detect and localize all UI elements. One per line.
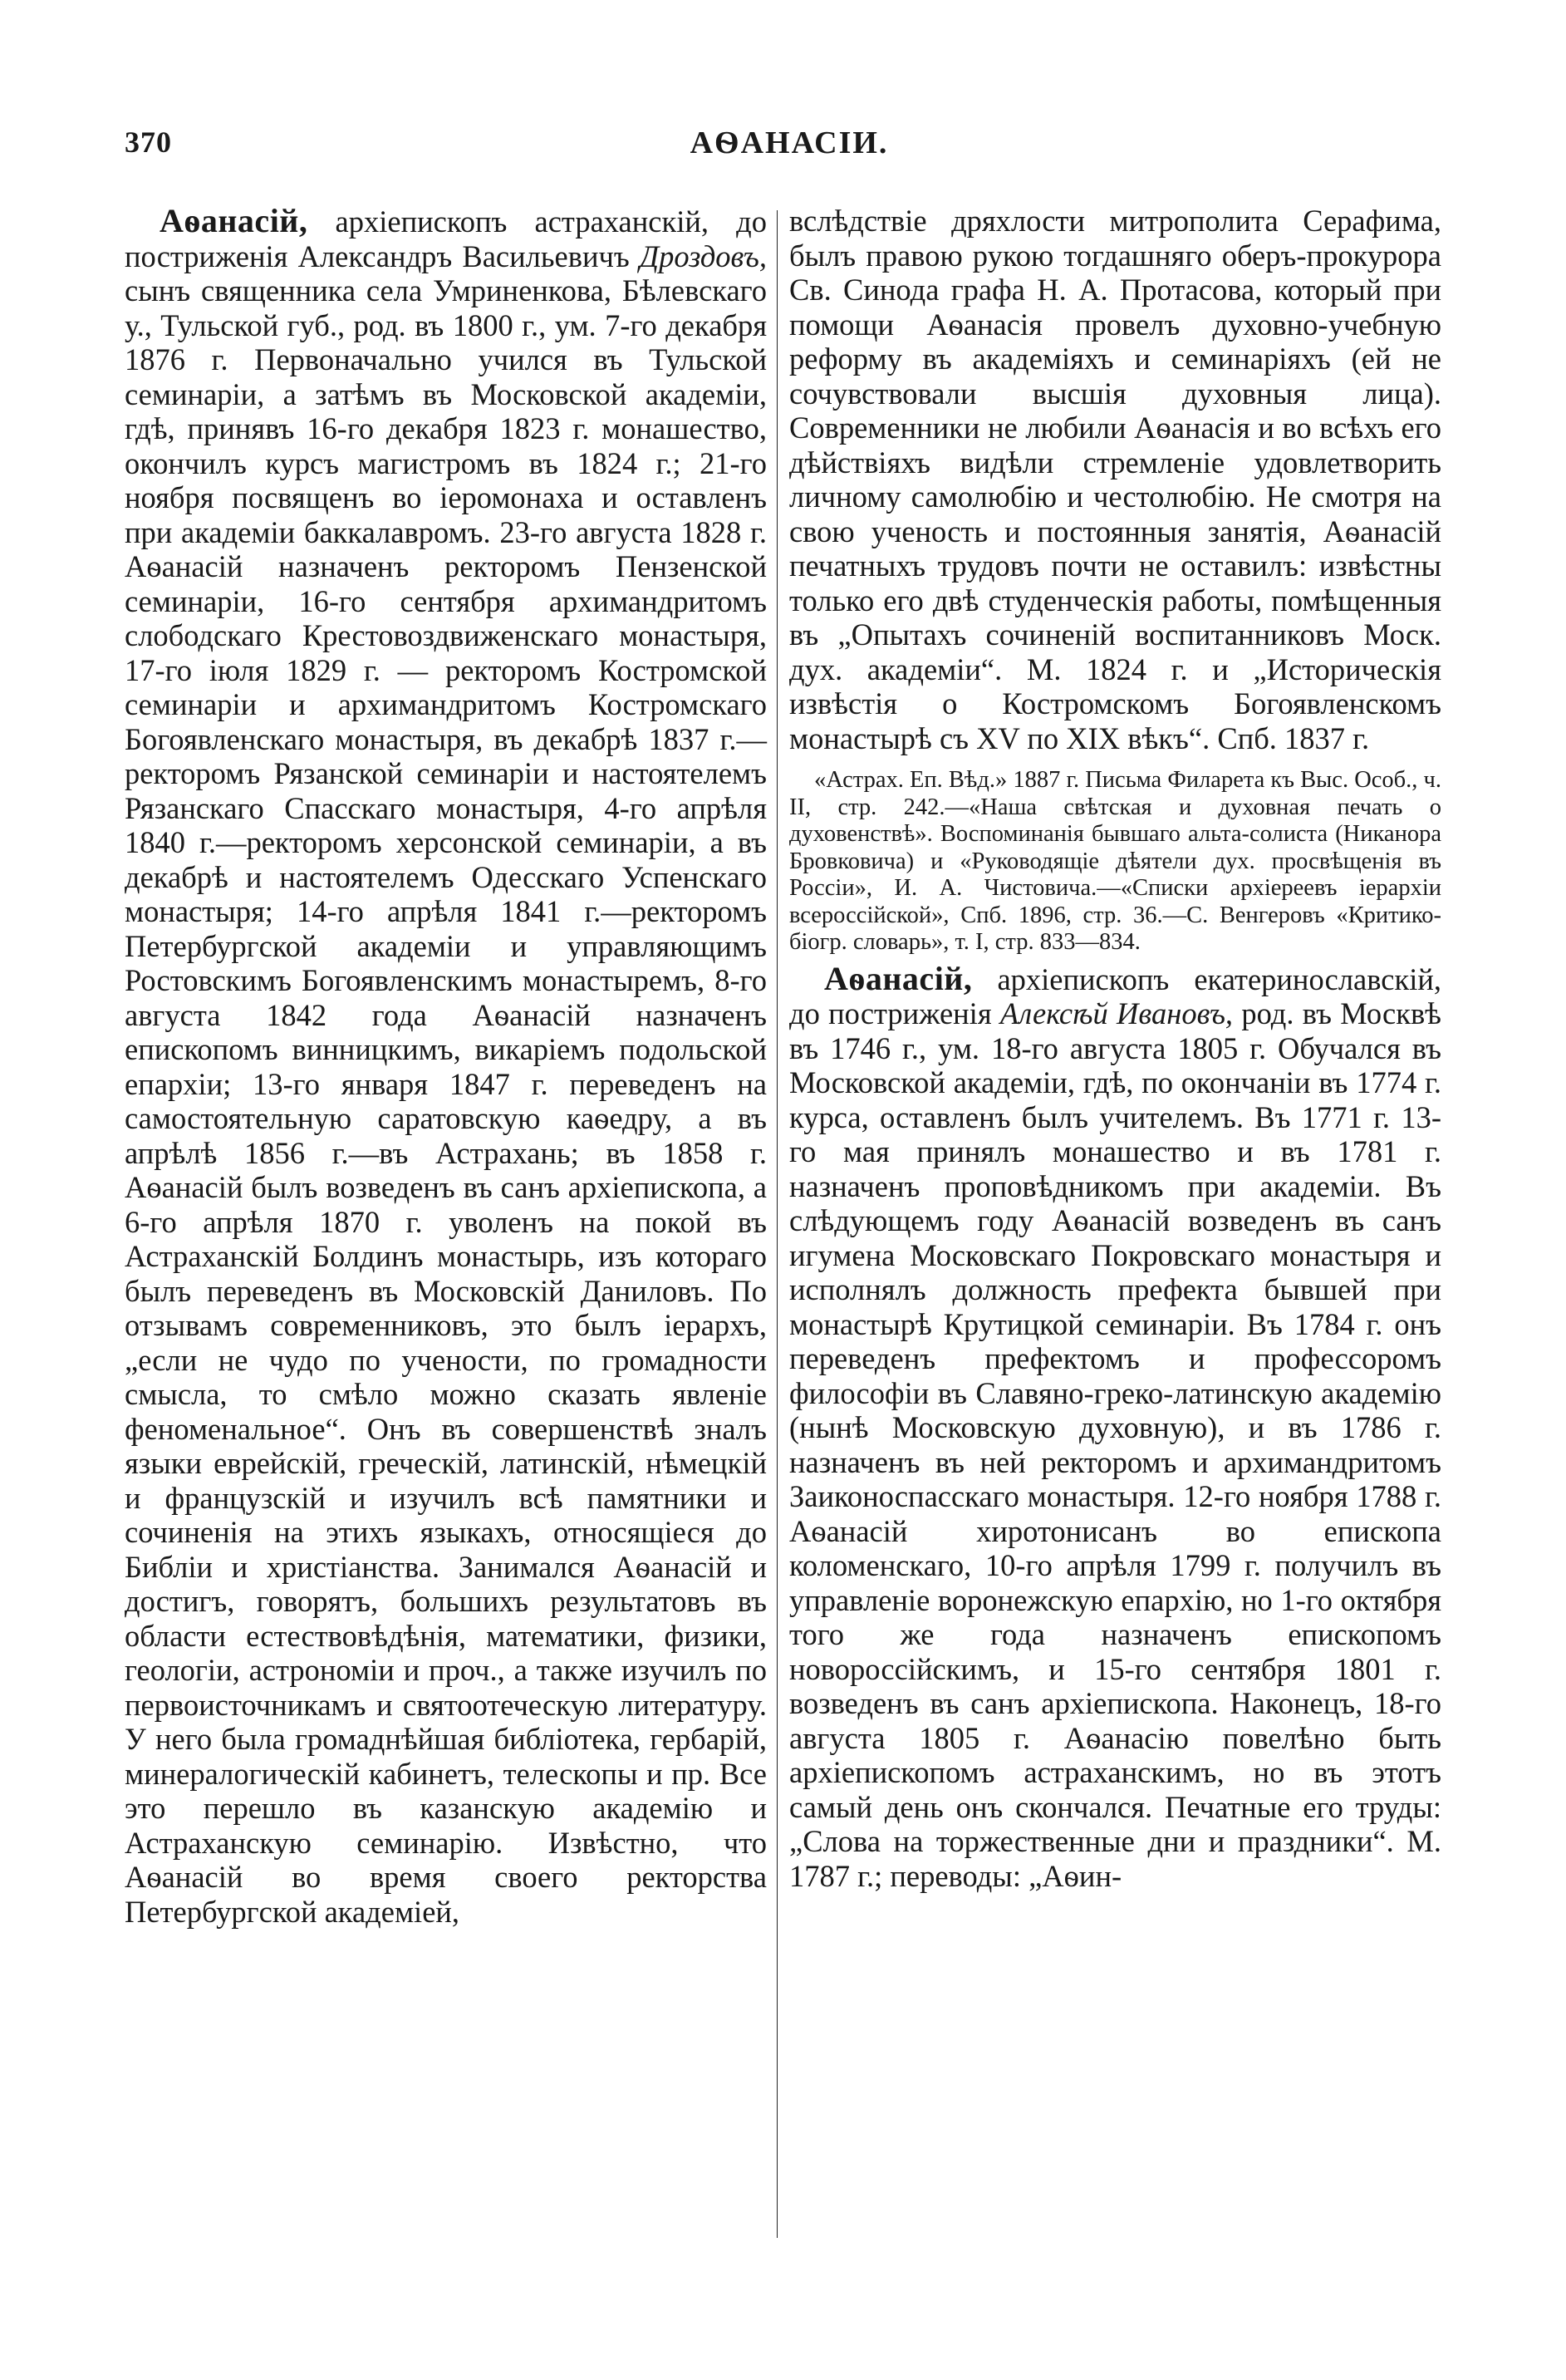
entry-headword: Аѳанасій, — [824, 959, 973, 997]
running-title: АѲАНАСІИ. — [690, 125, 889, 160]
entry-afanasiy-astrakhan — [125, 204, 767, 1929]
entry-continuation: вслѣдствіе дряхлости митрополита Серафима, былъ правою рукою тогдашняго оберъ-прокурора Св. Синода графа Н. А. Протасова, который при помощи Аѳанасія провелъ духовно-учебную реформу въ академіяхъ и семинаріяхъ (ей не сочувствовали высшія духовныя лица). Современники не любили Аѳанасія и во всѣхъ его дѣйствіяхъ видѣли стремленіе удовлетворить личному самолюбію и честолюбію. Не смотря на свою ученость и постоянныя занятія, Аѳанасій печатныхъ трудовъ почти не оставилъ: извѣстны только его двѣ студенческія работы, помѣщенныя въ „Опытахъ сочиненій воспитанниковъ Моск. дух. академіи“. М. 1824 г. и „Историческія извѣстія о Костромскомъ Богоявленскомъ монастырѣ съ XV по XIX вѣкъ“. Спб. 1837 г. — [789, 204, 1441, 755]
left-column — [125, 204, 767, 1929]
page-number: 370 — [125, 125, 172, 159]
entry-text-intro: архіепископъ астраханскій, до постриженія Александръ Васильевичъ — [125, 204, 767, 273]
right-column — [789, 204, 1441, 1893]
entry-text-body: сынъ священника села Умриненкова, Бѣлевскаго у., Тульской губ., род. въ 1800 г., ум. 7-го декабря 1876 г. Первоначально учился въ Тульской семинаріи, а затѣмъ въ Московской академіи, гдѣ, принявъ 16-го декабря 1823 г. монашество, окончилъ курсъ магистромъ въ 1824 г.; 21-го ноября посвященъ во іеромонаха и оставленъ при академіи баккалавромъ. 23-го августа 1828 г. Аѳанасій назначенъ ректоромъ Пензенской семинаріи, 16-го сентября архимандритомъ слободскаго Крестовоздвиженскаго монастыря, 17-го іюля 1829 г. — ректоромъ Костромской семинаріи и архимандритомъ Костромскаго Богоявленскаго монастыря, въ декабрѣ 1837 г.—ректоромъ Рязанской семинаріи и настоятелемъ Рязанскаго Спасскаго монастыря, 4-го апрѣля 1840 г.—ректоромъ херсонской семинаріи, а въ декабрѣ и настоятелемъ Одесскаго Успенскаго монастыря; 14-го апрѣля 1841 г.—ректоромъ Петербургской академіи и управляющимъ Ростовскимъ Богоявленскимъ монастыремъ, 8-го августа 1842 года Аѳанасій назначенъ епископомъ винницкимъ, викаріемъ подольской епархіи; 13-го января 1847 г. переведенъ на самостоятельную саратовскую каѳедру, а въ апрѣлѣ 1856 г.—въ Астрахань; въ 1858 г. Аѳанасій былъ возведенъ въ санъ архіепископа, а 6-го апрѣля 1870 г. уволенъ на покой въ Астраханскій Болдинъ монастырь, изъ котораго былъ переведенъ въ Московскій Даниловъ. По отзывамъ современниковъ, это былъ іерархъ, „если не чудо по учености, по громадности смысла, то смѣло можно сказать явленіе феноменальное“. Онъ въ совершенствѣ зналъ языки еврейскій, греческій, латинскій, нѣмецкій и французскій и изучилъ всѣ памятники и сочиненія на этихъ языкахъ, относящіеся до Библіи и христіанства. Занимался Аѳанасій и достигъ, говорятъ, большихъ результатовъ въ области естествовѣдѣнія, математики, физики, геологіи, астрономіи и проч., а также изучилъ по первоисточникамъ и святоотеческую литературу. У него была громаднѣйшая библіотека, гербарій, минералогическій кабинетъ, телескопы и пр. Все это перешло въ казанскую академію и Астраханскую семинарію. Извѣстно, что Аѳанасій во время своего ректорства Петербургской академіей, — [125, 273, 767, 1929]
entry-headword: Аѳанасій, — [160, 202, 308, 239]
entry-text-intro: архіепископъ екатеринославскій, до постриженія — [789, 961, 1441, 1030]
entry-secular-name: Алексѣй Ивановъ, — [999, 996, 1234, 1030]
page-header — [125, 125, 1454, 175]
entry-text-body: род. въ Москвѣ въ 1746 г., ум. 18-го августа 1805 г. Обучался въ Московской академіи, гдѣ, по окончаніи въ 1774 г. курса, оставленъ былъ учителемъ. Въ 1771 г. 13-го мая принялъ монашество и въ 1781 г. назначенъ проповѣдникомъ при академіи. Въ слѣдующемъ году Аѳанасій возведенъ въ санъ игумена Московскаго Покровскаго монастыря и исполнялъ должность префекта бывшей при монастырѣ Крутицкой семинаріи. Въ 1784 г. онъ переведенъ префектомъ и профессоромъ философіи въ Славяно-греко-латинскую академію (нынѣ Московскую духовную), и въ 1786 г. назначенъ въ ней ректоромъ и архимандритомъ Заиконоспасскаго монастыря. 12-го ноября 1788 г. Аѳанасій хиротонисанъ во епископа коломенскаго, 10-го апрѣля 1799 г. получилъ въ управленіе воронежскую епархію, но 1-го октября того же года назначенъ епископомъ новороссійскимъ, и 15-го сентября 1801 г. возведенъ въ санъ архіепископа. Наконецъ, 18-го августа 1805 г. Аѳанасію повелѣно быть архіепископомъ астраханскимъ, но въ этотъ самый день онъ скончался. Печатные его труды: „Слова на торжественные дни и праздники“. М. 1787 г.; переводы: „Аѳин- — [789, 996, 1441, 1893]
column-divider — [777, 210, 778, 2238]
references-block: «Астрах. Еп. Вѣд.» 1887 г. Письма Филарета къ Выс. Особ., ч. II, стр. 242.—«Наша свѣтская и духовная печать о духовенствѣ». Воспоминанія бывшаго альта-солиста (Никанора Бровковича) и «Руководящіе дѣятели дух. просвѣщенія въ Россіи», И. А. Чистовича.—«Списки архіереевъ іерархіи всероссійской», Спб. 1896, стр. 36.—С. Венгеровъ «Критико-біогр. словарь», т. I, стр. 833—834. — [789, 767, 1442, 955]
entry-secular-name: Дроздовъ, — [639, 238, 767, 273]
text-columns — [125, 204, 1441, 2240]
entry-afanasiy-ekaterinoslav — [789, 961, 1441, 1894]
